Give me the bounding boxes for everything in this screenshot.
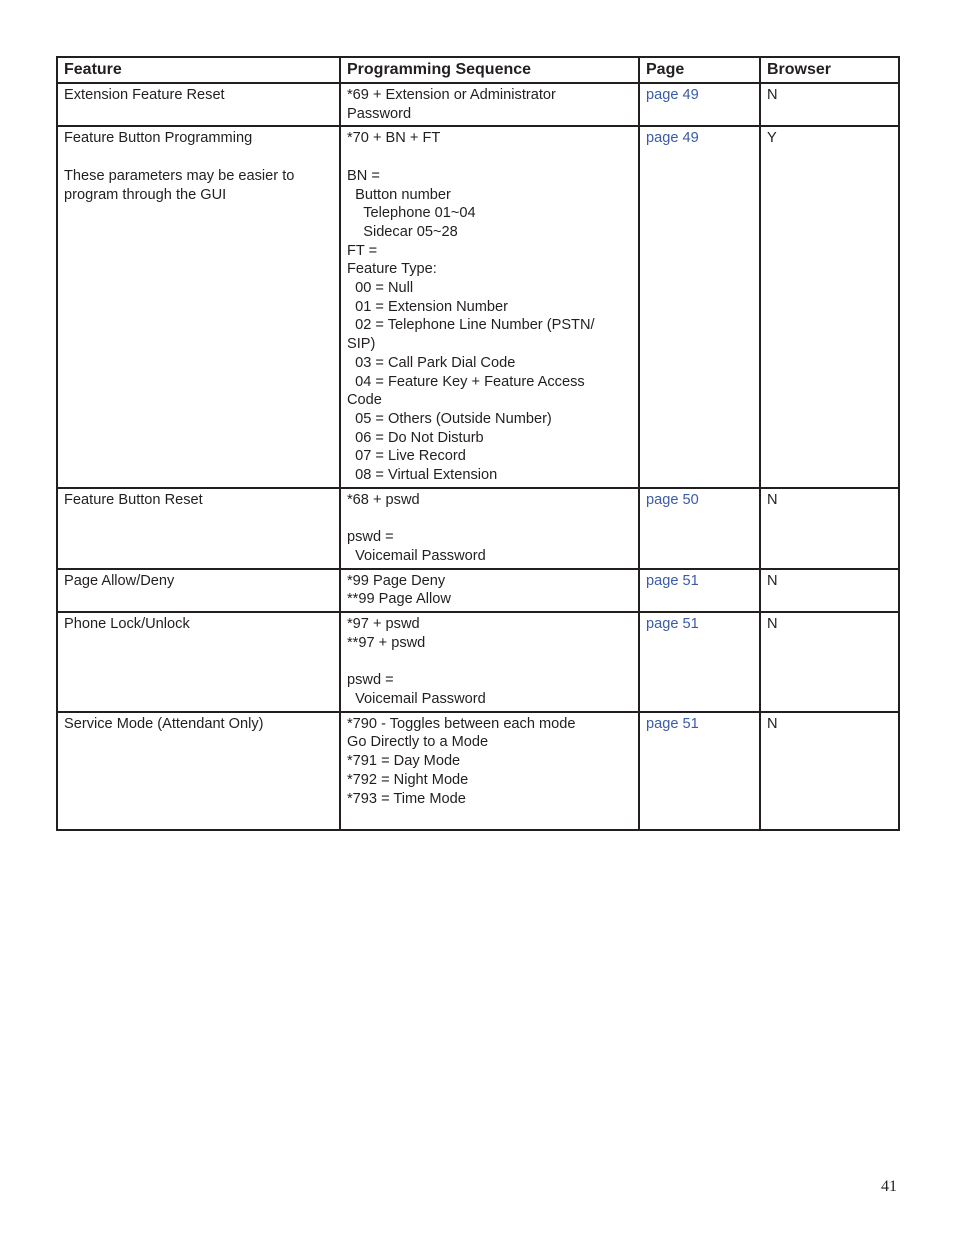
browser-cell: N <box>760 488 899 569</box>
page-link-cell <box>639 569 760 612</box>
feature-table <box>56 56 900 831</box>
column-header-feature: Feature <box>57 57 340 83</box>
page-link[interactable]: page 49 <box>646 130 699 147</box>
table-row <box>57 712 899 830</box>
sequence-cell: *99 Page Deny **99 Page Allow <box>340 569 639 612</box>
feature-cell: Phone Lock/Unlock <box>57 612 340 712</box>
page-link-cell <box>639 126 760 487</box>
feature-cell: Feature Button Reset <box>57 488 340 569</box>
browser-cell: Y <box>760 126 899 487</box>
column-header-page: Page <box>639 57 760 83</box>
page-link-cell <box>639 712 760 830</box>
page-link-cell <box>639 612 760 712</box>
table-row <box>57 488 899 569</box>
page-link[interactable]: page 51 <box>646 715 699 732</box>
feature-cell: Page Allow/Deny <box>57 569 340 612</box>
feature-cell: Feature Button Programming These parameters may be easier to program through the GUI <box>57 126 340 487</box>
browser-cell: N <box>760 569 899 612</box>
page-link[interactable]: page 50 <box>646 491 699 508</box>
browser-cell: N <box>760 712 899 830</box>
page-number: 41 <box>881 1178 897 1195</box>
browser-cell: N <box>760 612 899 712</box>
sequence-cell: *69 + Extension or Administrator Password <box>340 83 639 126</box>
table-header <box>57 57 899 83</box>
browser-cell: N <box>760 83 899 126</box>
header-row <box>57 57 899 83</box>
table-row <box>57 126 899 487</box>
feature-cell: Service Mode (Attendant Only) <box>57 712 340 830</box>
page-link[interactable]: page 49 <box>646 87 699 103</box>
table-row <box>57 83 899 126</box>
page-link-cell <box>639 488 760 569</box>
sequence-cell: *70 + BN + FT BN = Button number Telephone 01~04 Sidecar 05~28 FT = Feature Type: 00 = Null 01 = Extension Number 02 = Telephone Line Number (PSTN/ SIP) 03 = Call Park Dial Code 04 = Feature Key + Feature Access Code 05 = Others (Outside Number) 06 = Do Not Disturb 07 = Live Record 08 = Virtual Extension <box>340 126 639 487</box>
column-header-browser: Browser <box>760 57 899 83</box>
sequence-cell: *68 + pswd pswd = Voicemail Password <box>340 488 639 569</box>
table-row <box>57 612 899 712</box>
sequence-cell: *790 - Toggles between each mode Go Directly to a Mode *791 = Day Mode *792 = Night Mode *793 = Time Mode <box>340 712 639 830</box>
page-link-cell <box>639 83 760 126</box>
table-body <box>57 83 899 830</box>
page-link[interactable]: page 51 <box>646 572 699 589</box>
page-link[interactable]: page 51 <box>646 616 699 633</box>
table-row <box>57 569 899 612</box>
column-header-programming-sequence: Programming Sequence <box>340 57 639 83</box>
sequence-cell: *97 + pswd **97 + pswd pswd = Voicemail Password <box>340 612 639 712</box>
feature-cell: Extension Feature Reset <box>57 83 340 126</box>
